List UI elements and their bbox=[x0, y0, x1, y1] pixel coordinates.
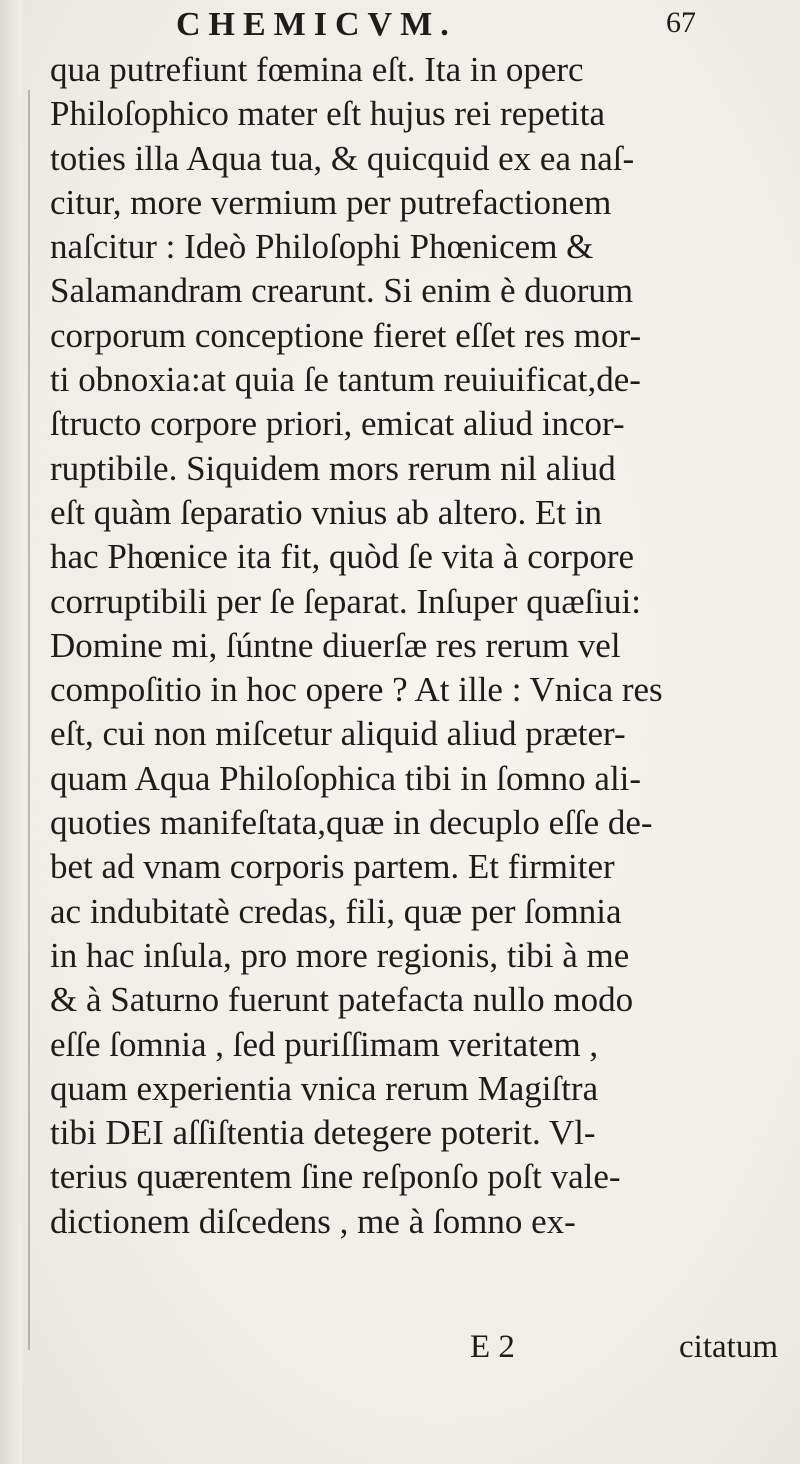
text-line: Salamandram crearunt. Si enim è duorum bbox=[50, 271, 634, 311]
text-line: & à Saturno fuerunt patefacta nullo modo bbox=[50, 980, 634, 1020]
running-head: CHEMICVM. bbox=[176, 6, 457, 43]
signature-mark: E 2 bbox=[470, 1329, 515, 1365]
catchword: citatum bbox=[679, 1329, 778, 1365]
text-line: ac indubitatè credas, fili, quæ per ſomnia bbox=[50, 891, 622, 931]
text-line: quam Aqua Philoſophica tibi in ſomno ali- bbox=[50, 758, 642, 798]
text-line: in hac inſula, pro more regionis, tibi à me bbox=[50, 935, 630, 975]
text-line: dictionem diſcedens , me à ſomno ex- bbox=[50, 1201, 576, 1241]
body-text bbox=[50, 48, 790, 1244]
text-line: tibi DEI aſſiſtentia detegere poterit. Vl- bbox=[50, 1113, 596, 1153]
page-gutter bbox=[0, 0, 22, 1464]
text-line: corruptibili per ſe ſeparat. Inſuper quæſiui: bbox=[50, 581, 641, 621]
text-line: ruptibile. Siquidem mors rerum nil aliud bbox=[50, 448, 616, 488]
text-line: qua putrefiunt fœmina eſt. Ita in operc bbox=[50, 50, 584, 89]
text-line: quam experientia vnica rerum Magiſtra bbox=[50, 1068, 599, 1108]
text-line: compoſitio in hoc opere ? At ille : Vnica res bbox=[50, 670, 663, 710]
gutter-rule bbox=[28, 90, 30, 1350]
text-line: Philoſophico mater eſt hujus rei repetita bbox=[50, 94, 605, 134]
text-line: eſſe ſomnia , ſed puriſſimam veritatem , bbox=[50, 1024, 599, 1064]
text-line: terius quærentem ſine reſponſo poſt vale- bbox=[50, 1157, 621, 1197]
text-line: eſt quàm ſeparatio vnius ab altero. Et in bbox=[50, 492, 603, 532]
text-line: citur, more vermium per putrefactionem bbox=[50, 182, 612, 222]
text-line: hac Phœnice ita fit, quòd ſe vita à corpore bbox=[50, 537, 635, 577]
text-line: corporum conceptione fieret eſſet res mor- bbox=[50, 315, 642, 355]
text-line: ti obnoxia:at quia ſe tantum reuiuificat,de- bbox=[50, 360, 641, 400]
text-line: Domine mi, ſúntne diuerſæ res rerum vel bbox=[50, 625, 621, 665]
text-line: quoties manifeſtata,quæ in decuplo eſſe de- bbox=[50, 803, 653, 843]
text-line: toties illa Aqua tua, & quicquid ex ea naſ- bbox=[50, 138, 635, 178]
text-line: ſtructo corpore priori, emicat aliud incor- bbox=[50, 404, 625, 444]
page-number: 67 bbox=[666, 6, 696, 39]
text-line: naſcitur : Ideò Philoſophi Phœnicem & bbox=[50, 227, 594, 267]
page-header bbox=[176, 6, 696, 50]
text-line: eſt, cui non miſcetur aliquid aliud præter- bbox=[50, 714, 626, 754]
text-line: bet ad vnam corporis partem. Et firmiter bbox=[50, 847, 615, 887]
page-footer bbox=[50, 1329, 790, 1373]
